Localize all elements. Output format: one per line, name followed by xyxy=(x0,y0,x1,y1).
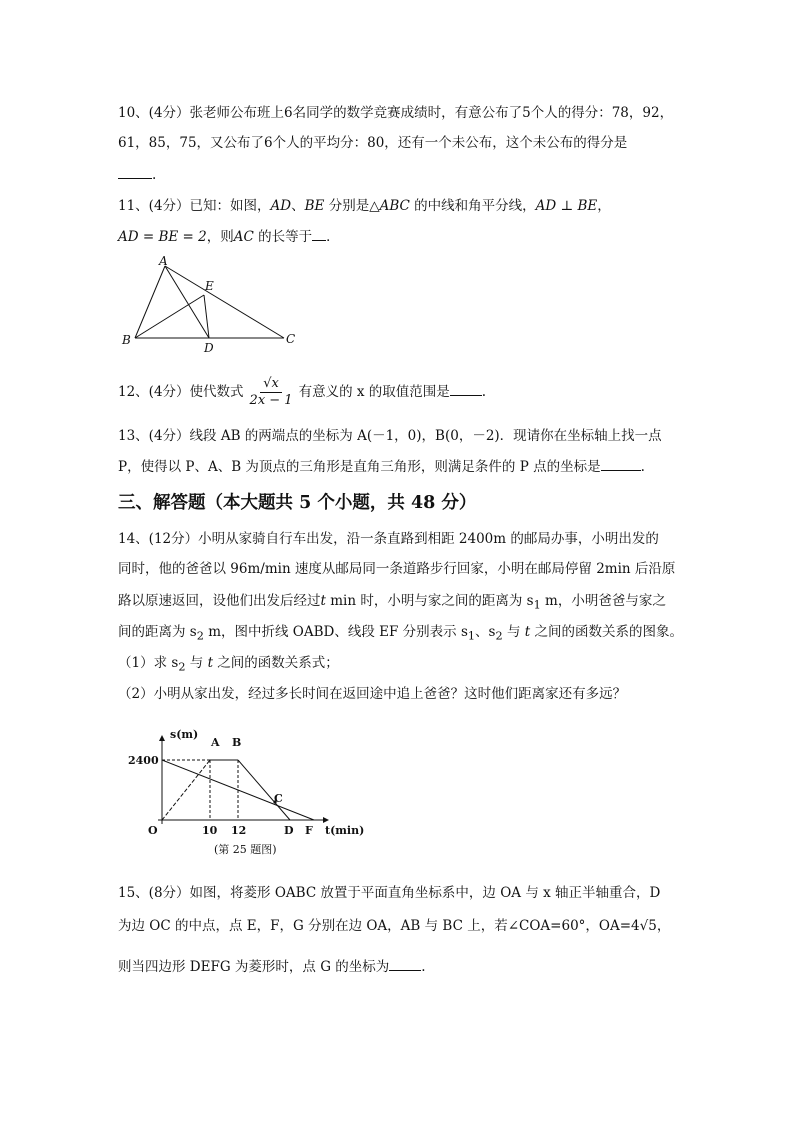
q14-sub: 2 xyxy=(196,629,204,643)
q10-line-1: 10、(4分）张老师公布班上6名同学的数学竞赛成绩时，有意公布了5个人的得分：78，92， xyxy=(118,105,674,121)
q10-answer-blank[interactable] xyxy=(118,165,152,179)
q14-text-a: 路以原速返回，设他们出发后经过 xyxy=(118,593,321,609)
tick-12: 12 xyxy=(231,824,247,837)
q11-text-e: 的长等于 xyxy=(253,229,313,245)
q14-var-t: t xyxy=(207,655,214,671)
q14-var-t: t xyxy=(524,624,531,640)
q15-text: 则当四边形 DEFG 为菱形时，点 G 的坐标为 xyxy=(118,959,390,975)
label-c: C xyxy=(274,792,283,805)
q11-line-1 xyxy=(118,197,611,215)
median-ad xyxy=(165,266,209,338)
q14-var-t: t xyxy=(320,593,326,609)
q11-text-b: 分别是 xyxy=(324,198,370,214)
q12-denominator: 2x − 1 xyxy=(249,393,293,408)
q15-line-3 xyxy=(118,957,426,976)
q14-subquestion-1 xyxy=(118,654,339,677)
q11-perpendicular: AD ⊥ BE xyxy=(535,198,598,214)
q14-distance-time-graph xyxy=(118,724,368,864)
q13-answer-blank[interactable] xyxy=(601,457,641,471)
q14-sq1-b: 与 xyxy=(185,655,208,671)
label-b: B xyxy=(122,333,131,347)
q12-prefix: 12、(4分）使代数式 xyxy=(118,384,244,400)
q12-answer-blank[interactable] xyxy=(450,382,482,396)
q14-line-4 xyxy=(118,623,683,646)
section-3-title: 三、解答题（本大题共 5 个小题，共 48 分） xyxy=(118,493,477,513)
q14-line-2: 同时，他的爸爸以 96m/min 速度从邮局同一条道路步行回家，小明在邮局停留 2min 后沿原 xyxy=(118,561,676,577)
q10-period: . xyxy=(152,167,157,183)
q14-sub: 2 xyxy=(495,629,503,643)
q11-ad: AD xyxy=(270,198,292,214)
q14-text-g: 与 xyxy=(502,624,525,640)
q14-line-3 xyxy=(118,592,666,615)
q14-sub: 2 xyxy=(178,660,186,674)
q14-line-1: 14、(12分）小明从家骑自行车出发，沿一条直路到相距 2400m 的邮局办事，小明出发的 xyxy=(118,531,659,547)
q15-line-1: 15、(8分）如图，将菱形 OABC 放置于平面直角坐标系中，边 OA 与 x 轴正半轴重合，D xyxy=(118,885,661,901)
q11-text-c: 的中线和角平分线， xyxy=(409,198,536,214)
label-a: A xyxy=(211,736,220,749)
q15-period: . xyxy=(421,959,426,975)
q12-suffix: 有意义的 x 的取值范围是 xyxy=(298,384,450,400)
q14-sq1-c: 之间的函数关系式； xyxy=(213,655,339,671)
q12-line xyxy=(118,372,486,412)
label-d: D xyxy=(284,824,294,837)
q14-sub: 1 xyxy=(467,629,476,643)
q13-period: . xyxy=(640,459,645,475)
label-b: B xyxy=(232,736,242,749)
q14-text-e: m，图中折线 OABD、线段 EF 分别表示 s xyxy=(203,624,468,640)
bisector-be xyxy=(135,295,204,338)
q13-line-1: 13、(4分）线段 AB 的两端点的坐标为 A(－1，0)，B(0，－2)．现请你在坐标轴上找一点 xyxy=(118,428,662,444)
q11-text-d: ，则 xyxy=(206,229,234,245)
q14-sq1-a: （1）求 s xyxy=(118,655,179,671)
x-axis-label: t(min) xyxy=(325,824,365,837)
edge-ab xyxy=(135,266,165,338)
q11-sep: 、 xyxy=(291,198,305,214)
edge-ac xyxy=(165,266,284,338)
label-d: D xyxy=(204,341,214,355)
q12-period: . xyxy=(481,384,487,400)
label-e: E xyxy=(205,279,214,293)
label-a: A xyxy=(159,254,168,268)
q10-line-2: 61，85，75，又公布了6个人的平均分：80，还有一个未公布，这个未公布的得分是 xyxy=(118,135,628,151)
label-c: C xyxy=(286,332,296,346)
q11-triangle-figure xyxy=(118,254,308,356)
q14-text-h: 之间的函数关系的图象。 xyxy=(530,624,683,640)
q14-text-c: m，小明爸爸与家之 xyxy=(540,593,666,609)
y-axis-label: s(m) xyxy=(170,728,199,741)
q11-comma: ， xyxy=(597,198,611,214)
q11-be: BE xyxy=(304,198,325,214)
q12-fraction xyxy=(247,376,296,409)
q13-text: P，使得以 P、A、B 为顶点的三角形是直角三角形，则满足条件的 P 点的坐标是 xyxy=(118,459,601,475)
tick-10: 10 xyxy=(202,824,218,837)
q11-answer-blank[interactable] xyxy=(312,227,326,241)
q15-answer-blank[interactable] xyxy=(389,957,421,971)
s1-segment-bd xyxy=(238,760,290,820)
q14-sub: 1 xyxy=(533,598,541,612)
q15-line-2: 为边 OC 的中点，点 E，F，G 分别在边 OA，AB 与 BC 上，若∠COA=60°，OA=4√5， xyxy=(118,918,671,934)
q14-text-d: 间的距离为 s xyxy=(118,624,197,640)
tick-2400: 2400 xyxy=(128,754,159,767)
q12-numerator: √x xyxy=(260,376,282,393)
q11-ac: AC xyxy=(233,229,254,245)
q13-line-2 xyxy=(118,457,645,476)
q11-text-a: 11、(4分）已知：如图， xyxy=(118,198,271,214)
q11-line-2 xyxy=(118,227,340,246)
origin-label: O xyxy=(148,824,158,837)
q11-equation: AD = BE = 2 xyxy=(118,229,207,245)
q14-text-b: min 时，小明与家之间的距离为 s xyxy=(325,593,534,609)
q14-subquestion-2: （2）小明从家出发，经过多长时间在返回途中追上爸爸？这时他们距离家还有多远？ xyxy=(118,686,627,702)
q10-line-3 xyxy=(118,165,156,184)
label-f: F xyxy=(305,824,313,837)
graph-caption: (第 25 题图) xyxy=(214,843,277,856)
q14-text-f: 、s xyxy=(475,624,496,640)
q11-triangle-abc: △ABC xyxy=(369,198,410,214)
q11-period: ． xyxy=(326,229,340,245)
